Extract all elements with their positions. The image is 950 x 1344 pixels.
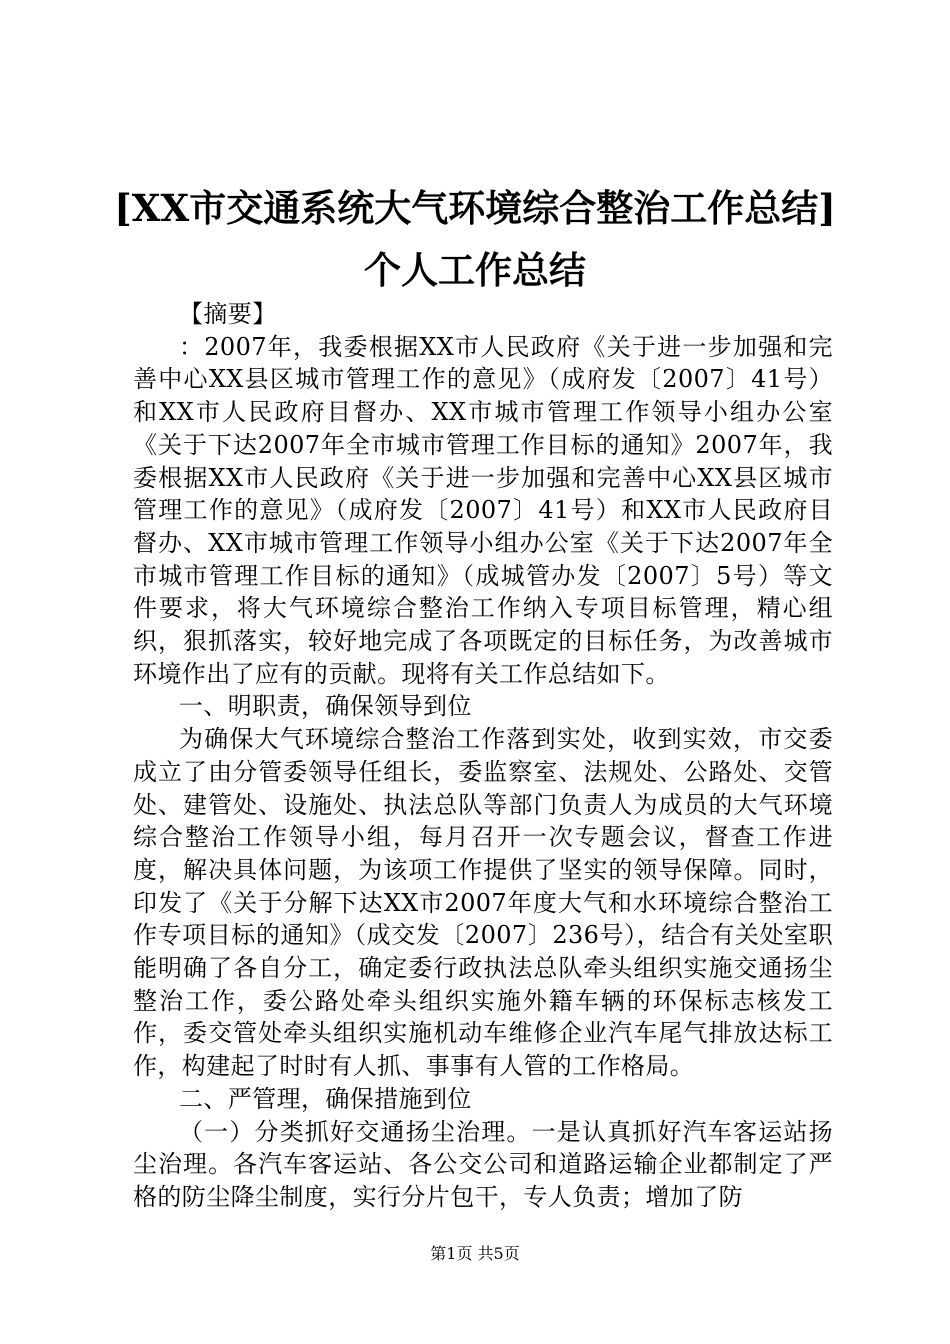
document-title-line2: 个人工作总结 [364, 248, 586, 292]
document-body [133, 298, 833, 1214]
body-paragraph-1: 为确保大气环境综合整治工作落到实处，收到实效，市交委成立了由分管委领导任组长，委监察室、法规处、公路处、交管处、建管处、设施处、执法总队等部门负责人为成员的大气环境综合整治工作领导小组，每月召开一次专题会议，督查工作进度，解决具体问题，为该项工作提供了坚实的领导保障。同时，印发了《关于分解下达XX市2007年度大气和水环境综合整治工作专项目标的通知》（成交发〔2007〕236号），结合有关处室职能明确了各自分工，确定委行政执法总队牵头组织实施交通扬尘整治工作，委公路处牵头组织实施外籍车辆的环保标志核发工作，委交管处牵头组织实施机动车维修企业汽车尾气排放达标工作，构建起了时时有人抓、事事有人管的工作格局。 [133, 725, 833, 1081]
body-paragraph-2: （一）分类抓好交通扬尘治理。一是认真抓好汽车客运站扬尘治理。各汽车客运站、各公交公司和道路运输企业都制定了严格的防尘降尘制度，实行分片包干，专人负责；增加了防 [133, 1117, 833, 1211]
abstract-paragraph: ：2007年，我委根据XX市人民政府《关于进一步加强和完善中心XX县区城市管理工作的意见》（成府发〔2007〕41号）和XX市人民政府目督办、XX市城市管理工作领导小组办公室《关于下达2007年全市城市管理工作目标的通知》2007年，我委根据XX市人民政府《关于进一步加强和完善中心XX县区城市管理工作的意见》（成府发〔2007〕41号）和XX市人民政府目督办、XX市城市管理工作领导小组办公室《关于下达2007年全市城市管理工作目标的通知》（成城管办发〔2007〕5号）等文件要求，将大气环境综合整治工作纳入专项目标管理，精心组织，狠抓落实，较好地完成了各项既定的目标任务，为改善城市环境作出了应有的贡献。现将有关工作总结如下。 [133, 332, 833, 688]
page-footer: 第1页 共5页 [430, 1244, 520, 1263]
abstract-label: 【摘要】 [179, 300, 277, 328]
section-heading-1: 一、明职责，确保领导到位 [179, 692, 472, 721]
section-heading-2: 二、严管理，确保措施到位 [179, 1084, 472, 1113]
document-title-line1: [XX市交通系统大气环境综合整治工作总结] [114, 186, 836, 230]
